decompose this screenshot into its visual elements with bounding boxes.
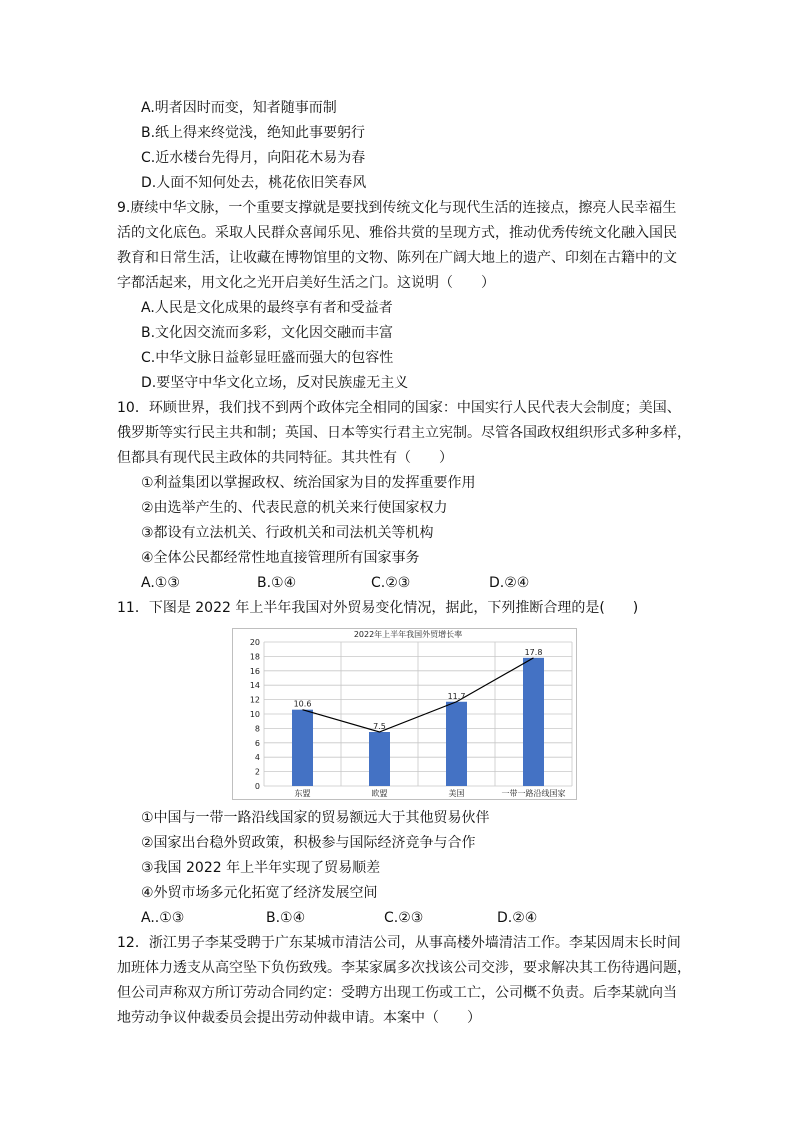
bar-value-label: 7.5: [373, 722, 386, 731]
q10-choice-a: A.①③: [141, 575, 180, 591]
q12-stem-line: 12．浙江男子李某受聘于广东某城市清洁公司，从事高楼外墙清洁工作。李某因周末长时间: [117, 935, 681, 951]
q8-option-c: C.近水楼台先得月，向阳花木易为春: [141, 150, 366, 166]
q11-statement-2: ②国家出台稳外贸政策，积极参与国际经济竞争与合作: [141, 835, 476, 851]
q9-option-c: C.中华文脉日益彰显旺盛而强大的包容性: [141, 350, 394, 366]
q10-stem-line: 10．环顾世界，我们找不到两个政体完全相同的国家：中国实行人民代表大会制度；美国、: [117, 400, 681, 416]
bar-value-label: 17.8: [524, 647, 543, 657]
q11-choice-b: B.①④: [266, 910, 306, 926]
q8-option-a: A.明者因时而变，知者随事而制: [141, 100, 337, 116]
q9-stem-line: 教育和日常生活，让收藏在博物馆里的文物、陈列在广阔大地上的遗产、印刻在古籍中的文: [117, 250, 677, 266]
y-tick-label: 14: [249, 681, 260, 691]
q10-choice-d: D.②④: [489, 575, 530, 591]
q11-choice-d: D.②④: [497, 910, 538, 926]
q11-choice-a: A..①③: [141, 910, 185, 926]
q11-choice-c: C.②③: [384, 910, 424, 926]
q10-stem-line: 但都具有现代民主政体的共同特征。其共性有（ ）: [117, 450, 453, 466]
q8-option-b: B.纸上得来终觉浅，绝知此事要躬行: [141, 125, 366, 141]
q12-stem-line: 但公司声称双方所订劳动合同约定：受聘方出现工伤或工亡，公司概不负责。后李某就向当: [117, 985, 677, 1001]
y-tick-label: 18: [249, 652, 260, 662]
x-tick-label: 美国: [448, 789, 465, 798]
q9-stem-line: 字都活起来，用文化之光开启美好生活之门。这说明（ ）: [117, 275, 495, 291]
x-tick-label: 一带一路沿线国家: [501, 789, 566, 798]
q11-choices: [0, 908, 794, 928]
q9-option-a: A.人民是文化成果的最终享有者和受益者: [141, 300, 393, 316]
chart-title: 2022年上半年我国外贸增长率: [353, 630, 463, 639]
q8-option-d: D.人面不知何处去，桃花依旧笑春风: [141, 175, 367, 191]
bar: [446, 702, 467, 786]
q11-stem: 11．下图是 2022 年上半年我国对外贸易变化情况，据此，下列推断合理的是( ): [117, 600, 639, 616]
q9-stem-line: 活的文化底色。采取人民群众喜闻乐见、雅俗共赏的呈现方式，推动优秀传统文化融入国民: [117, 225, 677, 241]
bar: [292, 710, 313, 786]
q9-option-b: B.文化因交流而多彩，文化因交融而丰富: [141, 325, 394, 341]
y-tick-label: 10: [249, 710, 260, 719]
y-tick-label: 2: [254, 767, 260, 777]
q10-choice-c: C.②③: [371, 575, 411, 591]
y-tick-label: 6: [254, 738, 260, 748]
q10-choice-b: B.①④: [257, 575, 297, 591]
q10-statement-4: ④全体公民都经常性地直接管理所有国家事务: [141, 550, 420, 566]
q9-stem-line: 9.赓续中华文脉，一个重要支撑就是要找到传统文化与现代生活的连接点，擦亮人民幸福生: [117, 200, 677, 216]
y-tick-label: 4: [254, 753, 260, 763]
q11-statement-1: ①中国与一带一路沿线国家的贸易额远大于其他贸易伙伴: [141, 810, 490, 826]
bar: [369, 732, 390, 786]
y-tick-label: 8: [254, 724, 260, 734]
y-tick-label: 0: [254, 782, 260, 791]
q12-stem-line: 地劳动争议仲裁委员会提出劳动仲裁申请。本案中（ ）: [117, 1010, 481, 1026]
q9-option-d: D.要坚守中华文化立场，反对民族虚无主义: [141, 375, 409, 391]
q10-statement-2: ②由选举产生的、代表民意的机关来行使国家权力: [141, 500, 448, 516]
trade-growth-chart: [232, 628, 577, 800]
q10-statement-3: ③都设有立法机关、行政机关和司法机关等机构: [141, 525, 434, 541]
x-tick-label: 东盟: [294, 789, 311, 798]
bar-value-label: 11.7: [447, 691, 466, 701]
q10-statement-1: ①利益集团以掌握政权、统治国家为目的发挥重要作用: [141, 475, 476, 491]
x-tick-label: 欧盟: [371, 789, 388, 798]
bar: [523, 658, 544, 786]
y-tick-label: 12: [249, 695, 260, 705]
bar-value-label: 10.6: [293, 699, 312, 709]
y-tick-label: 20: [249, 638, 260, 647]
q11-statement-3: ③我国 2022 年上半年实现了贸易顺差: [141, 860, 381, 876]
q10-stem-line: 俄罗斯等实行民主共和制；英国、日本等实行君主立宪制。尽管各国政权组织形式多种多样，: [117, 425, 691, 441]
q10-choices: [0, 573, 794, 593]
q12-stem-line: 加班体力透支从高空坠下负伤致残。李某家属多次找该公司交涉，要求解决其工伤待遇问题，: [117, 960, 691, 976]
q11-statement-4: ④外贸市场多元化拓宽了经济发展空间: [141, 885, 378, 901]
y-tick-label: 16: [249, 666, 260, 676]
